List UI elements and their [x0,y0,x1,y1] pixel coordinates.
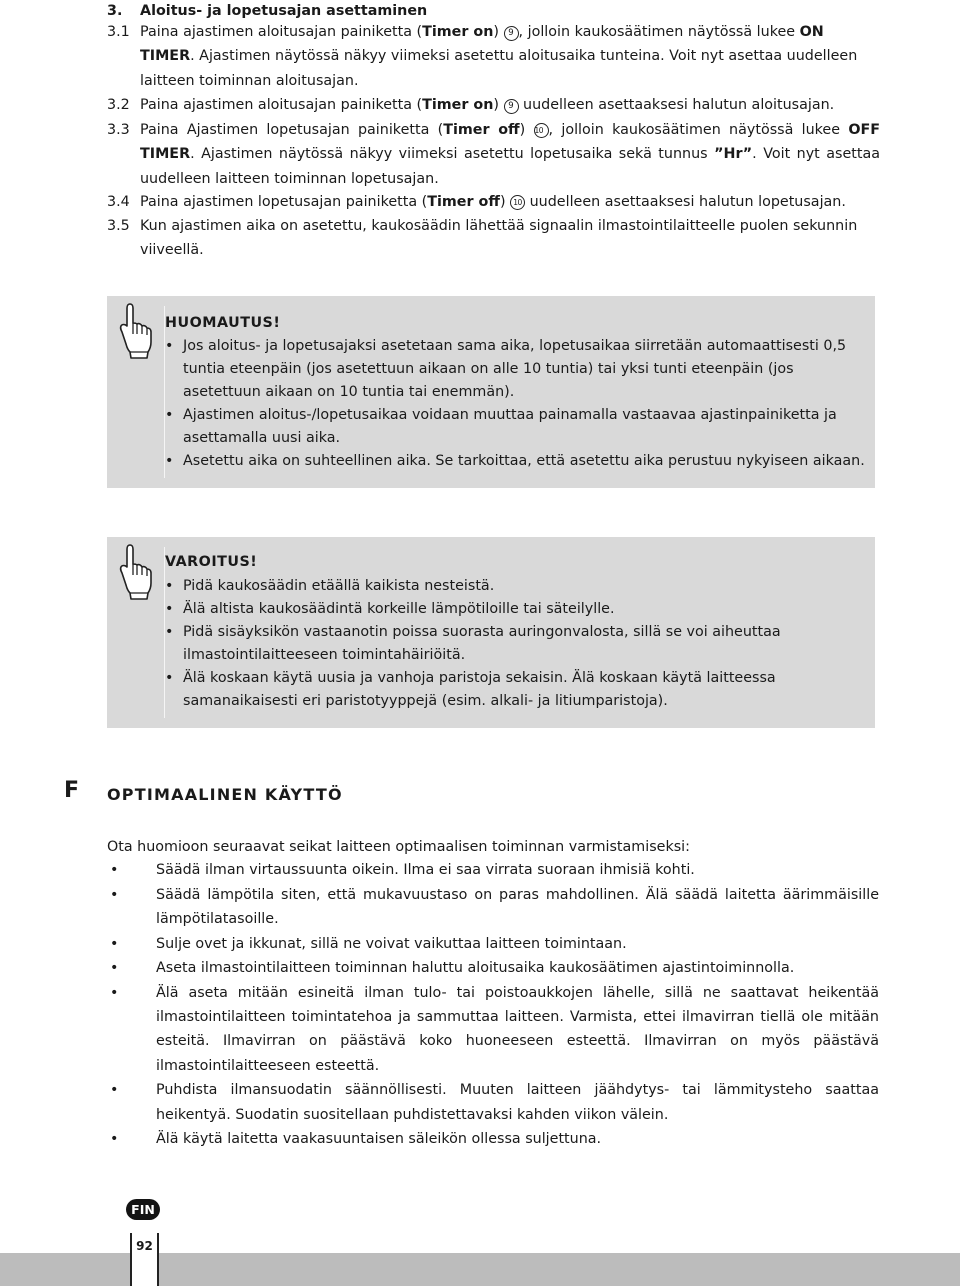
list-item: • Älä altista kaukosäädintä korkeille lämpötiloille tai säteilylle. [165,598,870,621]
list-item: • Säädä lämpötila siten, että mukavuustaso on paras mahdollinen. Älä säädä laitetta äärimmäisille lämpötilatasoille. [107,883,879,931]
text-run: uudelleen asettaaksesi halutun lopetusajan. [525,194,846,210]
list-item: • Pidä kaukosäädin etäällä kaikista nesteistä. [165,575,870,598]
button-label: Timer on [422,97,494,113]
list-item: • Ajastimen aloitus-/lopetusaikaa voidaan muuttaa painamalla vastaavaa ajastinpainiketta ja asettamalla uusi aika. [165,404,870,450]
text-run: Paina ajastimen lopetusajan painiketta ( [140,194,428,210]
list-item: • Älä koskaan käytä uusia ja vanhoja paristoja sekaisin. Älä koskaan käytä laitteessa samanaikaisesti eri paristotyyppejä (esim. alkali- ja litiumparistoja). [165,667,870,713]
item-number: 3.4 [107,194,130,210]
list-item: • Säädä ilman virtaussuunta oikein. Ilma ei saa virrata suoraan ihmisiä kohti. [107,858,879,882]
language-badge: FIN [126,1199,160,1220]
list-item: • Asetettu aika on suhteellinen aika. Se tarkoittaa, että asetettu aika perustuu nykyiseen aikaan. [165,450,870,473]
text-run: Paina ajastimen aloitusajan painiketta ( [140,24,423,40]
note-title: HUOMAUTUS! [165,315,281,331]
instruction-paragraph [140,20,880,93]
button-10-icon: 10 [510,195,525,210]
note-list [165,335,870,473]
pointing-hand-icon [119,543,153,601]
text-run: ) [519,122,534,138]
pointing-hand-icon [119,302,153,360]
list-item: • Pidä sisäyksikön vastaanotin poissa suorasta auringonvalosta, sillä se voi aiheuttaa ilmastointilaitteeseen toimintahäiriöitä. [165,621,870,667]
section-letter: F [64,778,80,803]
instruction-paragraph [140,190,880,214]
warning-box [107,537,875,728]
instruction-paragraph: Kun ajastimen aika on asetettu, kaukosäädin lähettää signaalin ilmastointilaitteelle puolen sekunnin viiveellä. [140,218,858,259]
button-label: Timer off [443,122,520,138]
text-run: , jolloin kaukosäätimen näytössä lukee [548,122,849,138]
section-number: 3. [107,3,123,19]
list-item: • Älä käytä laitetta vaakasuuntaisen säleikön ollessa suljettuna. [107,1127,879,1151]
list-item: • Aseta ilmastointilaitteen toiminnan haluttu aloitusaika kaukosäätimen ajastintoiminnolla. [107,956,879,980]
list-item: • Älä aseta mitään esineitä ilman tulo- tai poistoaukkojen lähelle, sillä ne saattavat heikentää ilmastointilaitteen toimintatehoa ja sammuttaa laitteen. Varmista, ettei ilmavirran tiellä ole mitään esteitä. Ilmavirran on päästävä koko huoneeseen esteettä. Ilmavirran on myös päästävä ilmastointilaitteeseen esteettä. [107,981,879,1078]
text-run: . Ajastimen näytössä näkyy viimeksi asetettu aloitusaika tunteina. Voit nyt asettaa uudelleen laitteen toiminnan aloitusajan. [140,48,858,89]
page-tab [130,1233,159,1286]
instruction-paragraph [140,118,880,191]
note-box [107,296,875,488]
text-run: . Ajastimen näytössä näkyy viimeksi asetettu lopetusaika sekä tunnus [190,146,715,163]
hr-symbol: ”Hr” [714,146,753,163]
list-item: • Jos aloitus- ja lopetusajaksi asetetaan sama aika, lopetusaikaa siirretään automaattisesti 0,5 tuntia eteenpäin (jos asetettuun aikaan on alle 10 tuntia) tai yksi tunti eteenpäin (jos asetettuun aikaan on 10 tuntia tai enemmän). [165,335,870,404]
text-run: ) [493,24,504,40]
display-label: OFF TIMER [140,122,880,163]
text-run: Paina ajastimen aloitusajan painiketta ( [140,97,423,113]
page-number: 92 [136,1239,153,1253]
section-title: Aloitus- ja lopetusajan asettaminen [140,3,428,19]
button-label: Timer off [427,194,500,210]
section-title: OPTIMAALINEN KÄYTTÖ [107,785,343,804]
button-9-icon: 9 [504,99,519,114]
warning-title: VAROITUS! [165,554,258,570]
tips-list [107,858,879,1152]
text-run: . Voit nyt asettaa uudelleen laitteen toiminnan lopetusajan. [140,146,880,187]
list-item: • Puhdista ilmansuodatin säännöllisesti. Muuten laitteen jäähdytys- tai lämmitysteho saattaa heikentyä. Suodatin suositellaan puhdistettavaksi kahden viikon välein. [107,1078,879,1126]
text-run: ) [493,97,504,113]
item-number: 3.1 [107,24,130,40]
warning-list [165,575,870,713]
instruction-paragraph [140,93,880,117]
intro-text: Ota huomioon seuraavat seikat laitteen optimaalisen toiminnan varmistamiseksi: [107,839,690,855]
list-item: • Sulje ovet ja ikkunat, sillä ne voivat vaikuttaa laitteen toimintaan. [107,932,879,956]
text-run: , jolloin kaukosäätimen näytössä lukee [518,24,800,40]
text-run: Paina Ajastimen lopetusajan painiketta ( [140,122,444,138]
item-number: 3.5 [107,218,130,234]
button-label: Timer on [422,24,494,40]
display-label: ON TIMER [140,24,824,65]
item-number: 3.3 [107,122,130,138]
button-10-icon: 10 [534,123,549,138]
text-run: ) [499,194,511,210]
text-run: uudelleen asettaaksesi halutun aloitusajan. [518,97,835,113]
item-number: 3.2 [107,97,130,113]
section-heading [107,0,427,22]
button-9-icon: 9 [504,26,519,41]
